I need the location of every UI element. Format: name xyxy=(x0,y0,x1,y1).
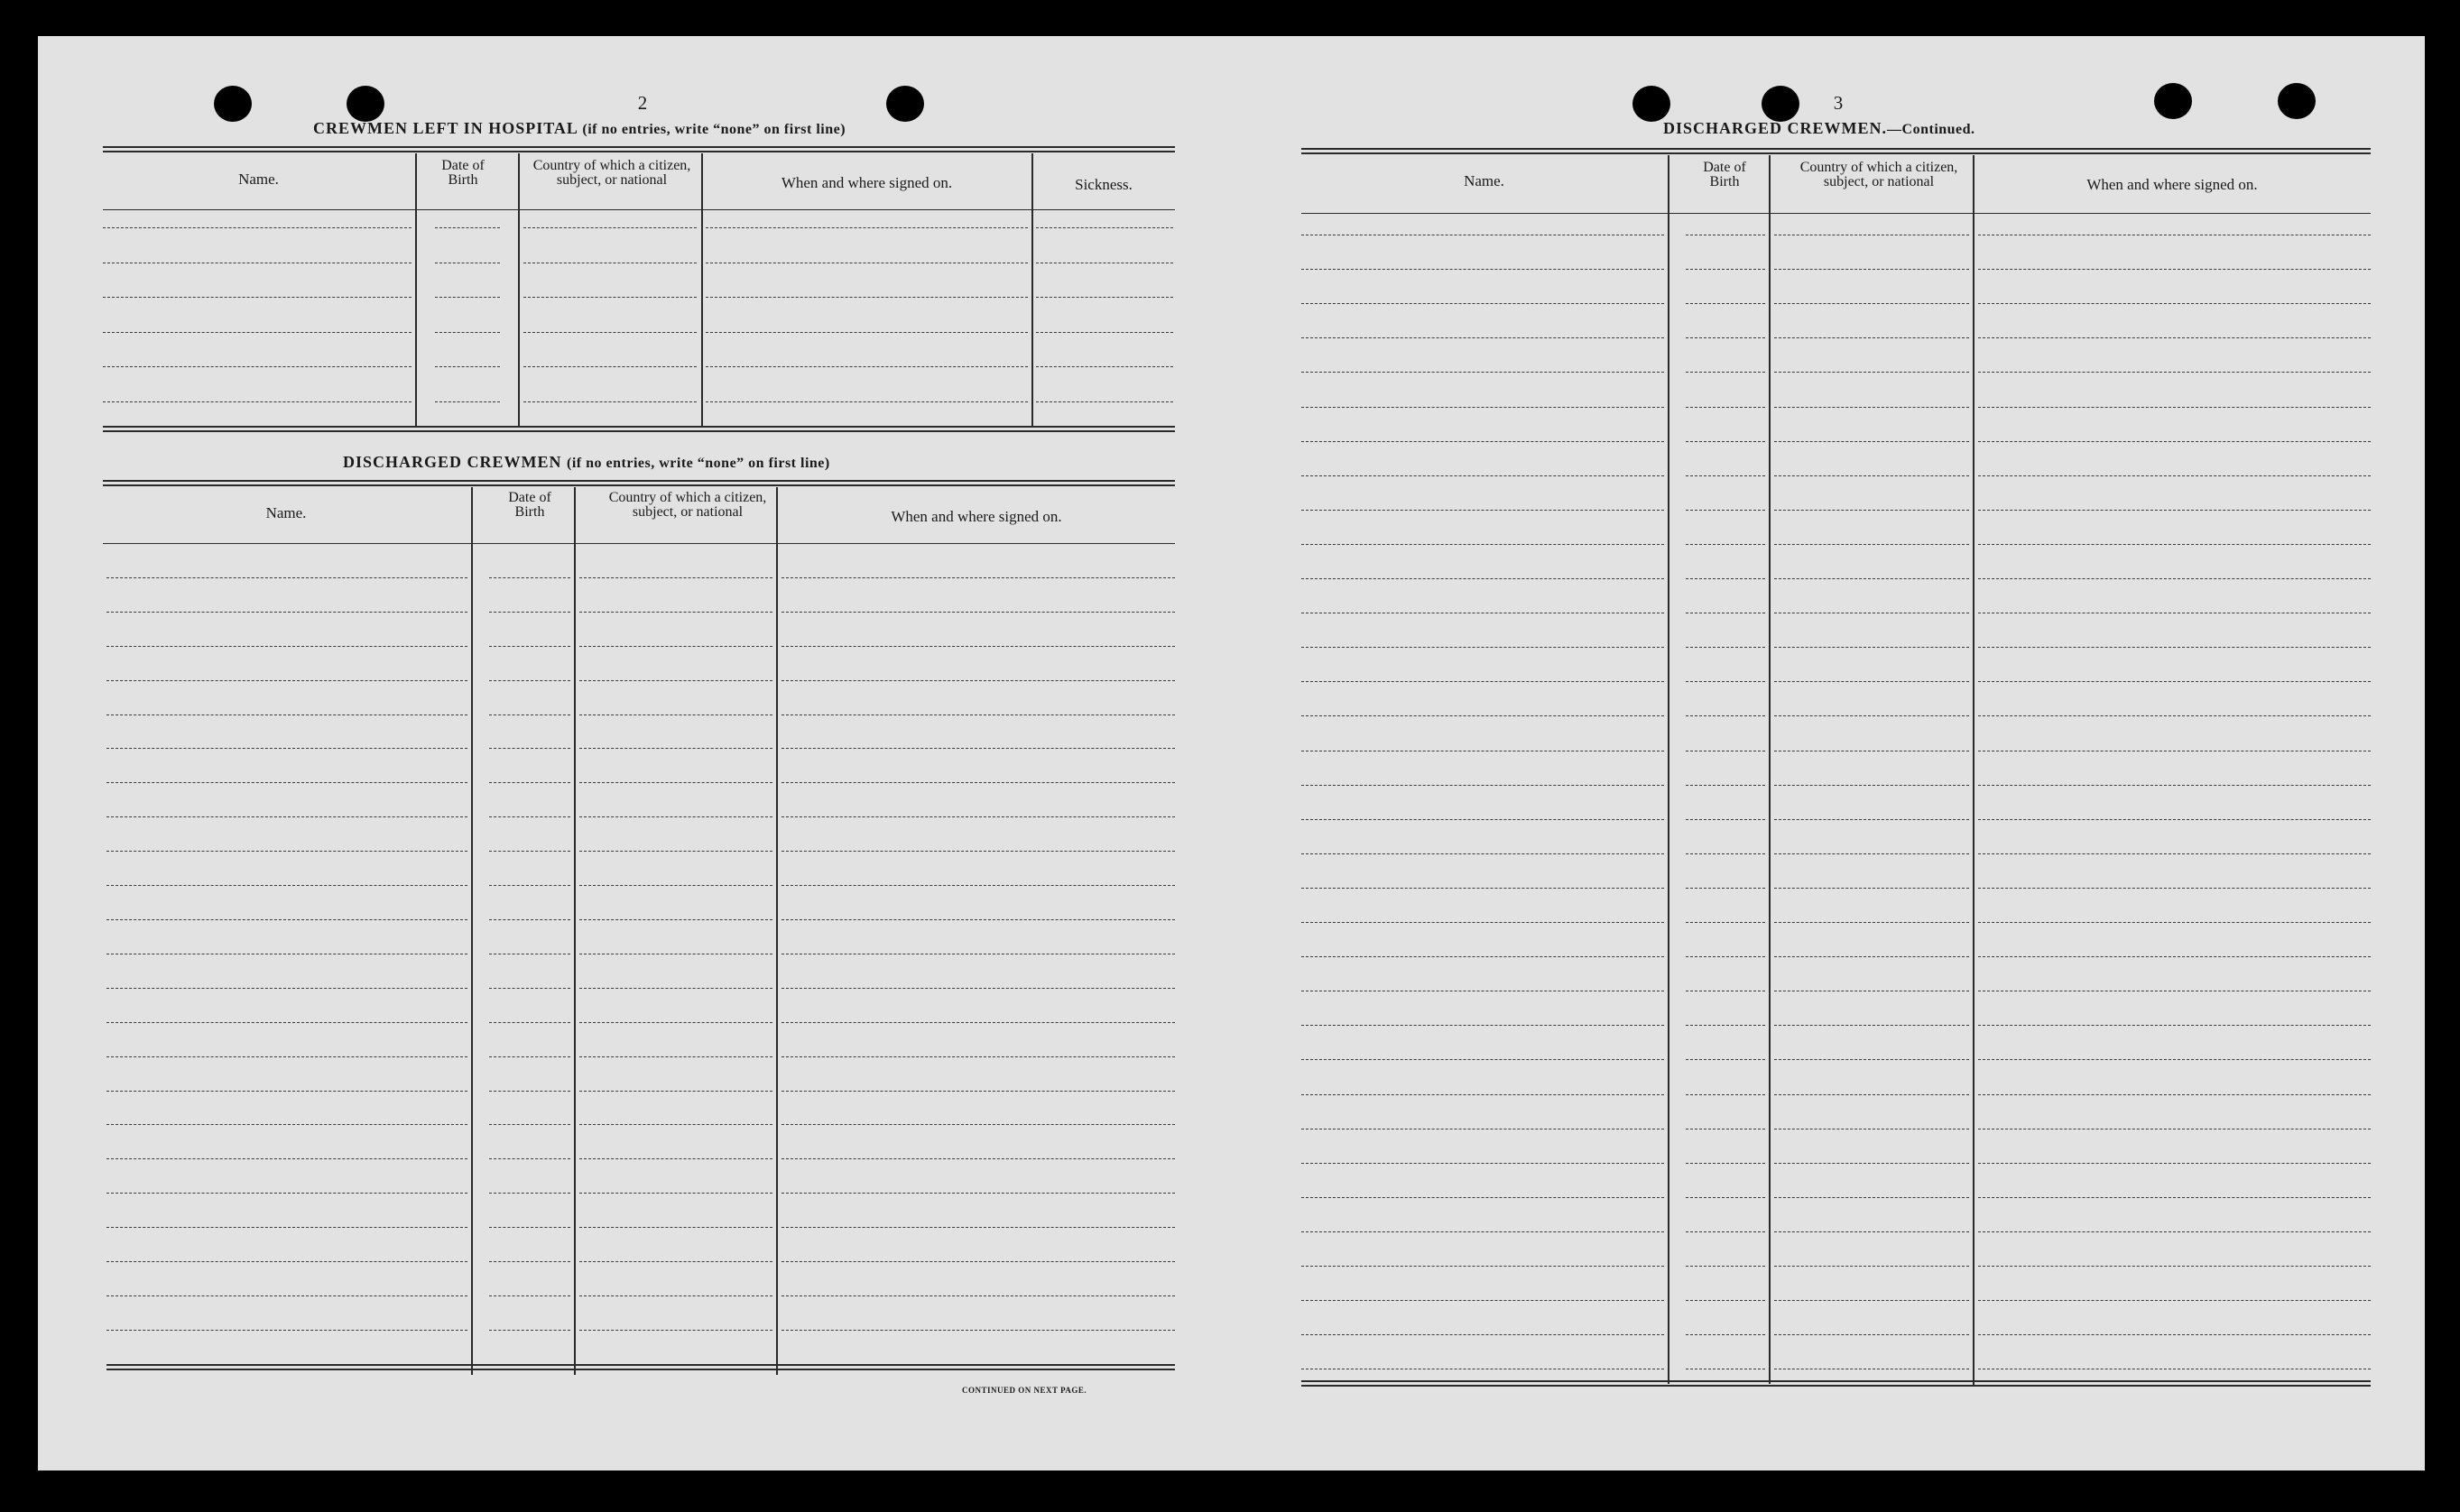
entry-line[interactable] xyxy=(706,227,1028,228)
entry-line[interactable] xyxy=(579,612,772,613)
entry-line[interactable] xyxy=(781,885,1175,886)
entry-line[interactable] xyxy=(435,401,500,402)
entry-line[interactable] xyxy=(1686,372,1765,373)
discharged-title-text: DISCHARGED CREWMEN xyxy=(343,453,562,471)
entry-line[interactable] xyxy=(1036,401,1173,402)
hospital-title-text: CREWMEN LEFT IN HOSPITAL xyxy=(313,119,578,137)
entry-line[interactable] xyxy=(1301,922,1664,923)
entry-line[interactable] xyxy=(489,1056,570,1057)
entry-line[interactable] xyxy=(1301,853,1664,854)
entry-line[interactable] xyxy=(1774,1266,1969,1267)
punch-hole xyxy=(1762,86,1799,122)
entry-line[interactable] xyxy=(1978,372,2371,373)
entry-line[interactable] xyxy=(435,297,500,298)
right-col-divider xyxy=(1668,155,1669,1384)
discharged-col-divider xyxy=(574,487,576,1375)
entry-line[interactable] xyxy=(1978,681,2371,682)
entry-line[interactable] xyxy=(1978,1197,2371,1198)
hospital-col-country: Country of which a citizen, subject, or national xyxy=(532,158,691,188)
entry-line[interactable] xyxy=(106,919,467,920)
entry-line[interactable] xyxy=(1301,647,1664,648)
entry-line[interactable] xyxy=(106,680,467,681)
entry-line[interactable] xyxy=(1774,956,1969,957)
entry-line[interactable] xyxy=(1301,1334,1664,1335)
entry-line[interactable] xyxy=(523,401,697,402)
right-section-title xyxy=(1663,119,1975,138)
discharged-col-dob: Date of Birth xyxy=(508,490,551,520)
entry-line[interactable] xyxy=(1301,303,1664,304)
entry-line[interactable] xyxy=(1978,956,2371,957)
hospital-col-dob: Date of Birth xyxy=(441,158,485,188)
punch-hole xyxy=(886,86,924,122)
hospital-col-divider xyxy=(415,153,417,426)
right-title-suffix: —Continued. xyxy=(1887,122,1975,137)
entry-line[interactable] xyxy=(1978,1025,2371,1026)
entry-line[interactable] xyxy=(1301,785,1664,786)
entry-line[interactable] xyxy=(579,646,772,647)
form-sheet xyxy=(38,36,2425,1471)
entry-line[interactable] xyxy=(1978,1334,2371,1335)
entry-line[interactable] xyxy=(106,577,467,578)
entry-line[interactable] xyxy=(781,577,1175,578)
entry-line[interactable] xyxy=(1774,1300,1969,1301)
entry-line[interactable] xyxy=(1301,544,1664,545)
entry-line[interactable] xyxy=(579,782,772,783)
entry-line[interactable] xyxy=(1686,647,1765,648)
discharged-table-bottom-rule xyxy=(106,1364,1175,1366)
entry-line[interactable] xyxy=(579,1193,772,1194)
entry-line[interactable] xyxy=(106,782,467,783)
entry-line[interactable] xyxy=(489,816,570,817)
entry-line[interactable] xyxy=(781,1193,1175,1194)
entry-line[interactable] xyxy=(489,612,570,613)
entry-line[interactable] xyxy=(106,1022,467,1023)
entry-line[interactable] xyxy=(106,646,467,647)
entry-line[interactable] xyxy=(1774,853,1969,854)
entry-line[interactable] xyxy=(106,1091,467,1092)
entry-line[interactable] xyxy=(106,816,467,817)
entry-line[interactable] xyxy=(579,851,772,852)
entry-line[interactable] xyxy=(489,1227,570,1228)
entry-line[interactable] xyxy=(489,851,570,852)
entry-line[interactable] xyxy=(1686,956,1765,957)
right-col-country: Country of which a citizen, subject, or national xyxy=(1799,160,1958,189)
entry-line[interactable] xyxy=(1686,1334,1765,1335)
discharged-section-title xyxy=(343,453,830,472)
discharged-col-country: Country of which a citizen, subject, or national xyxy=(608,490,767,520)
entry-line[interactable] xyxy=(1301,681,1664,682)
discharged-col-name: Name. xyxy=(265,504,307,521)
entry-line[interactable] xyxy=(1686,407,1765,408)
entry-line[interactable] xyxy=(781,988,1175,989)
entry-line[interactable] xyxy=(706,401,1028,402)
entry-line[interactable] xyxy=(106,1261,467,1262)
entry-line[interactable] xyxy=(1978,1266,2371,1267)
hospital-title-note: (if no entries, write “none” on first line) xyxy=(582,122,846,137)
entry-line[interactable] xyxy=(1774,269,1969,270)
entry-line[interactable] xyxy=(489,1022,570,1023)
entry-line[interactable] xyxy=(1978,853,2371,854)
entry-line[interactable] xyxy=(1301,819,1664,820)
entry-line[interactable] xyxy=(1978,1163,2371,1164)
entry-line[interactable] xyxy=(489,1295,570,1296)
entry-line[interactable] xyxy=(106,988,467,989)
entry-line[interactable] xyxy=(1978,578,2371,579)
entry-line[interactable] xyxy=(106,1330,467,1331)
entry-line[interactable] xyxy=(1978,785,2371,786)
entry-line[interactable] xyxy=(1301,337,1664,338)
entry-line[interactable] xyxy=(1774,578,1969,579)
entry-line[interactable] xyxy=(1978,922,2371,923)
entry-line[interactable] xyxy=(1036,227,1173,228)
hospital-table-bottom-rule xyxy=(103,426,1175,428)
entry-line[interactable] xyxy=(1686,888,1765,889)
entry-line[interactable] xyxy=(1774,922,1969,923)
entry-line[interactable] xyxy=(103,297,412,298)
entry-line[interactable] xyxy=(781,680,1175,681)
entry-line[interactable] xyxy=(1774,647,1969,648)
entry-line[interactable] xyxy=(106,748,467,749)
entry-line[interactable] xyxy=(1774,1334,1969,1335)
entry-line[interactable] xyxy=(106,885,467,886)
entry-line[interactable] xyxy=(1774,1025,1969,1026)
entry-line[interactable] xyxy=(781,1158,1175,1159)
entry-line[interactable] xyxy=(489,782,570,783)
entry-line[interactable] xyxy=(489,1124,570,1125)
entry-line[interactable] xyxy=(523,366,697,367)
right-table-top-rule xyxy=(1301,148,2371,150)
entry-line[interactable] xyxy=(579,1091,772,1092)
entry-line[interactable] xyxy=(781,851,1175,852)
entry-line[interactable] xyxy=(106,1158,467,1159)
entry-line[interactable] xyxy=(579,988,772,989)
entry-line[interactable] xyxy=(579,1227,772,1228)
entry-line[interactable] xyxy=(106,1124,467,1125)
hospital-col-sickness: Sickness. xyxy=(1075,176,1133,193)
entry-line[interactable] xyxy=(489,748,570,749)
entry-line[interactable] xyxy=(1301,441,1664,442)
entry-line[interactable] xyxy=(523,332,697,333)
entry-line[interactable] xyxy=(489,1193,570,1194)
entry-line[interactable] xyxy=(1301,510,1664,511)
entry-line[interactable] xyxy=(781,646,1175,647)
hospital-header-rule xyxy=(103,209,1175,210)
entry-line[interactable] xyxy=(1774,372,1969,373)
entry-line[interactable] xyxy=(1301,475,1664,476)
entry-line[interactable] xyxy=(706,297,1028,298)
entry-line[interactable] xyxy=(106,851,467,852)
entry-line[interactable] xyxy=(1978,441,2371,442)
right-header-rule xyxy=(1301,213,2371,214)
entry-line[interactable] xyxy=(1686,578,1765,579)
right-col-divider xyxy=(1769,155,1771,1384)
entry-line[interactable] xyxy=(579,1261,772,1262)
entry-line[interactable] xyxy=(489,988,570,989)
continued-note: CONTINUED ON NEXT PAGE. xyxy=(962,1386,1087,1395)
discharged-title-note: (if no entries, write “none” on first line) xyxy=(567,456,830,471)
entry-line[interactable] xyxy=(579,577,772,578)
punch-hole xyxy=(347,86,384,122)
entry-line[interactable] xyxy=(1978,715,2371,716)
entry-line[interactable] xyxy=(103,401,412,402)
entry-line[interactable] xyxy=(579,1158,772,1159)
entry-line[interactable] xyxy=(1301,407,1664,408)
punch-hole xyxy=(214,86,252,122)
entry-line[interactable] xyxy=(1686,1163,1765,1164)
entry-line[interactable] xyxy=(579,680,772,681)
entry-line[interactable] xyxy=(106,1227,467,1228)
entry-line[interactable] xyxy=(1686,681,1765,682)
discharged-col-divider xyxy=(471,487,473,1375)
entry-line[interactable] xyxy=(579,1330,772,1331)
entry-line[interactable] xyxy=(1774,785,1969,786)
entry-line[interactable] xyxy=(1686,269,1765,270)
entry-line[interactable] xyxy=(781,1295,1175,1296)
entry-line[interactable] xyxy=(1978,647,2371,648)
entry-line[interactable] xyxy=(103,332,412,333)
hospital-col-divider xyxy=(1031,153,1033,426)
hospital-col-divider xyxy=(701,153,703,426)
entry-line[interactable] xyxy=(1686,337,1765,338)
entry-line[interactable] xyxy=(1686,510,1765,511)
hospital-section-title xyxy=(313,119,846,138)
entry-line[interactable] xyxy=(781,1091,1175,1092)
entry-line[interactable] xyxy=(1301,1266,1664,1267)
entry-line[interactable] xyxy=(781,1261,1175,1262)
right-col-dob: Date of Birth xyxy=(1703,160,1746,189)
entry-line[interactable] xyxy=(1686,1025,1765,1026)
entry-line[interactable] xyxy=(781,1056,1175,1057)
entry-line[interactable] xyxy=(1774,1094,1969,1095)
hospital-table-top-rule xyxy=(103,146,1175,148)
hospital-col-divider xyxy=(518,153,520,426)
discharged-col-signed-on: When and where signed on. xyxy=(891,508,1062,525)
entry-line[interactable] xyxy=(1686,303,1765,304)
entry-line[interactable] xyxy=(1686,1231,1765,1232)
entry-line[interactable] xyxy=(1686,1197,1765,1198)
entry-line[interactable] xyxy=(1036,297,1173,298)
entry-line[interactable] xyxy=(1774,510,1969,511)
entry-line[interactable] xyxy=(1978,819,2371,820)
right-title-text: DISCHARGED CREWMEN. xyxy=(1663,119,1888,137)
entry-line[interactable] xyxy=(1978,544,2371,545)
entry-line[interactable] xyxy=(579,919,772,920)
entry-line[interactable] xyxy=(579,885,772,886)
entry-line[interactable] xyxy=(1686,544,1765,545)
entry-line[interactable] xyxy=(781,816,1175,817)
entry-line[interactable] xyxy=(106,612,467,613)
entry-line[interactable] xyxy=(1301,1025,1664,1026)
punch-hole xyxy=(1632,86,1670,122)
entry-line[interactable] xyxy=(1301,1231,1664,1232)
entry-line[interactable] xyxy=(1774,544,1969,545)
entry-line[interactable] xyxy=(1686,819,1765,820)
entry-line[interactable] xyxy=(1686,1059,1765,1060)
entry-line[interactable] xyxy=(579,1056,772,1057)
entry-line[interactable] xyxy=(523,297,697,298)
entry-line[interactable] xyxy=(1301,888,1664,889)
entry-line[interactable] xyxy=(1978,1231,2371,1232)
entry-line[interactable] xyxy=(1686,1300,1765,1301)
entry-line[interactable] xyxy=(579,1124,772,1125)
entry-line[interactable] xyxy=(1686,853,1765,854)
entry-line[interactable] xyxy=(1301,1094,1664,1095)
entry-line[interactable] xyxy=(1774,407,1969,408)
entry-line[interactable] xyxy=(1301,372,1664,373)
entry-line[interactable] xyxy=(106,1295,467,1296)
entry-line[interactable] xyxy=(1301,578,1664,579)
entry-line[interactable] xyxy=(1686,785,1765,786)
entry-line[interactable] xyxy=(1774,441,1969,442)
entry-line[interactable] xyxy=(1774,715,1969,716)
entry-line[interactable] xyxy=(1978,1059,2371,1060)
entry-line[interactable] xyxy=(489,646,570,647)
entry-line[interactable] xyxy=(1036,332,1173,333)
entry-line[interactable] xyxy=(1686,715,1765,716)
entry-line[interactable] xyxy=(1301,1300,1664,1301)
right-col-name: Name. xyxy=(1464,172,1504,189)
discharged-table-top-rule xyxy=(103,480,1175,482)
entry-line[interactable] xyxy=(1301,269,1664,270)
entry-line[interactable] xyxy=(1774,1197,1969,1198)
entry-line[interactable] xyxy=(489,885,570,886)
entry-line[interactable] xyxy=(1036,366,1173,367)
discharged-header-rule xyxy=(103,543,1175,544)
entry-line[interactable] xyxy=(1774,819,1969,820)
right-page-number: 3 xyxy=(1833,92,1844,114)
punch-hole xyxy=(2154,83,2192,119)
entry-line[interactable] xyxy=(1978,269,2371,270)
entry-line[interactable] xyxy=(706,332,1028,333)
entry-line[interactable] xyxy=(1774,1059,1969,1060)
entry-line[interactable] xyxy=(1686,1094,1765,1095)
entry-line[interactable] xyxy=(781,1124,1175,1125)
entry-line[interactable] xyxy=(1774,303,1969,304)
entry-line[interactable] xyxy=(579,816,772,817)
entry-line[interactable] xyxy=(1978,407,2371,408)
entry-line[interactable] xyxy=(489,919,570,920)
discharged-col-divider xyxy=(776,487,778,1375)
entry-line[interactable] xyxy=(781,782,1175,783)
entry-line[interactable] xyxy=(1978,510,2371,511)
entry-line[interactable] xyxy=(1686,475,1765,476)
entry-line[interactable] xyxy=(579,748,772,749)
entry-line[interactable] xyxy=(781,748,1175,749)
entry-line[interactable] xyxy=(106,1056,467,1057)
entry-line[interactable] xyxy=(489,577,570,578)
entry-line[interactable] xyxy=(1686,1266,1765,1267)
entry-line[interactable] xyxy=(435,366,500,367)
punch-hole xyxy=(2278,83,2316,119)
entry-line[interactable] xyxy=(1978,1300,2371,1301)
entry-line[interactable] xyxy=(1774,1163,1969,1164)
entry-line[interactable] xyxy=(1774,681,1969,682)
entry-line[interactable] xyxy=(579,1295,772,1296)
entry-line[interactable] xyxy=(1978,303,2371,304)
entry-line[interactable] xyxy=(1301,715,1664,716)
entry-line[interactable] xyxy=(435,332,500,333)
entry-line[interactable] xyxy=(781,1330,1175,1331)
entry-line[interactable] xyxy=(489,1330,570,1331)
entry-line[interactable] xyxy=(1301,1197,1664,1198)
entry-line[interactable] xyxy=(1774,1231,1969,1232)
entry-line[interactable] xyxy=(1774,475,1969,476)
entry-line[interactable] xyxy=(523,227,697,228)
entry-line[interactable] xyxy=(706,366,1028,367)
entry-line[interactable] xyxy=(1686,441,1765,442)
entry-line[interactable] xyxy=(489,1091,570,1092)
entry-line[interactable] xyxy=(1774,337,1969,338)
hospital-col-signed-on: When and where signed on. xyxy=(781,174,953,191)
entry-line[interactable] xyxy=(781,1227,1175,1228)
entry-line[interactable] xyxy=(435,227,500,228)
entry-line[interactable] xyxy=(1686,922,1765,923)
entry-line[interactable] xyxy=(1301,1059,1664,1060)
entry-line[interactable] xyxy=(489,680,570,681)
entry-line[interactable] xyxy=(106,1193,467,1194)
entry-line[interactable] xyxy=(1301,1163,1664,1164)
entry-line[interactable] xyxy=(781,919,1175,920)
entry-line[interactable] xyxy=(579,1022,772,1023)
entry-line[interactable] xyxy=(1978,337,2371,338)
hospital-col-name: Name. xyxy=(238,171,279,188)
entry-line[interactable] xyxy=(1978,475,2371,476)
entry-line[interactable] xyxy=(103,366,412,367)
entry-line[interactable] xyxy=(781,612,1175,613)
right-table-bottom-rule xyxy=(1301,1380,2371,1382)
right-col-divider xyxy=(1973,155,1974,1386)
entry-line[interactable] xyxy=(1978,1094,2371,1095)
entry-line[interactable] xyxy=(1301,956,1664,957)
left-page-number: 2 xyxy=(637,92,648,114)
entry-line[interactable] xyxy=(103,227,412,228)
entry-line[interactable] xyxy=(1978,888,2371,889)
entry-line[interactable] xyxy=(489,1158,570,1159)
entry-line[interactable] xyxy=(1774,888,1969,889)
right-col-signed-on: When and where signed on. xyxy=(2086,176,2258,193)
entry-line[interactable] xyxy=(781,1022,1175,1023)
entry-line[interactable] xyxy=(489,1261,570,1262)
